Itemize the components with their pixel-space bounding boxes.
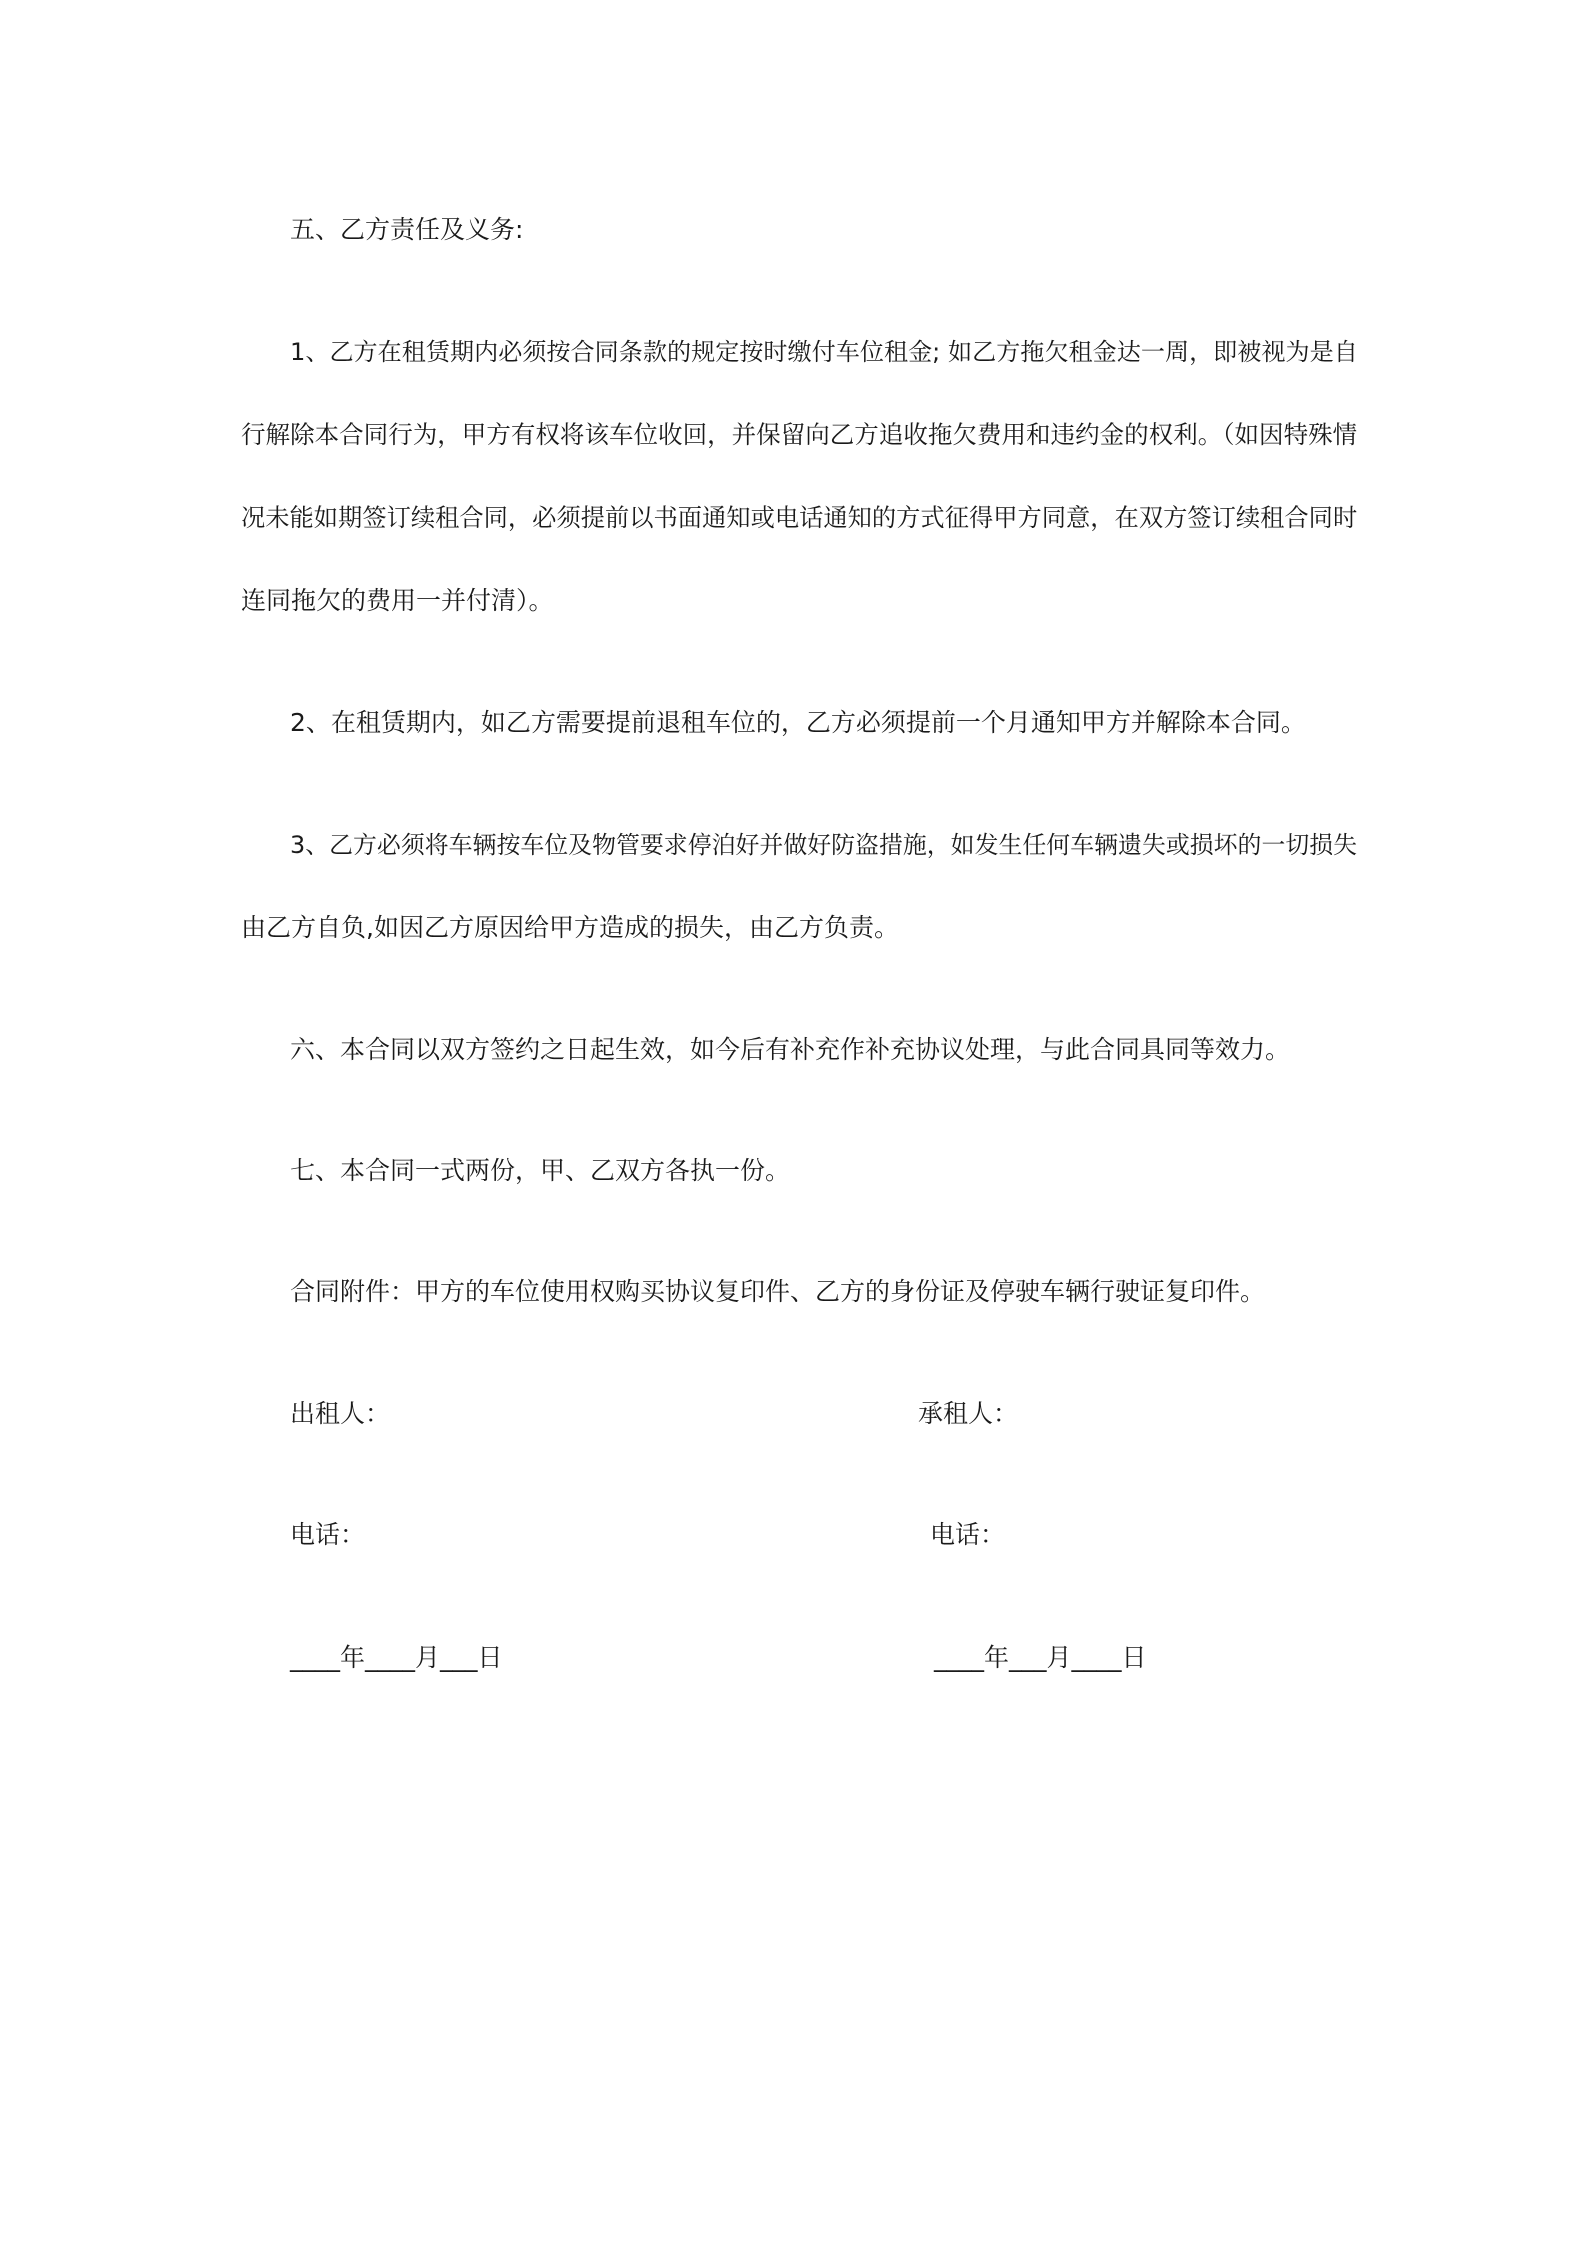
- lessee-date: ____年___月____日: [934, 1643, 1147, 1672]
- lessor-date: ____年____月___日: [290, 1643, 503, 1672]
- section-5-heading: 五、乙方责任及义务:: [290, 215, 524, 244]
- clause-1-line-2: 行解除本合同行为，甲方有权将该车位收回，并保留向乙方追收拖欠费用和违约金的权利。（如因特殊情: [241, 420, 1358, 449]
- attachments: 合同附件：甲方的车位使用权购买协议复印件、乙方的身份证及停驶车辆行驶证复印件。: [290, 1277, 1266, 1306]
- clause-3-line-2: 由乙方自负,如因乙方原因给甲方造成的损失，由乙方负责。: [241, 913, 899, 942]
- clause-1-line-3: 况未能如期签订续租合同，必须提前以书面通知或电话通知的方式征得甲方同意，在双方签订续租合同时: [241, 503, 1358, 532]
- clause-1-line-1: 1、乙方在租赁期内必须按合同条款的规定按时缴付车位租金; 如乙方拖欠租金达一周，即被视为是自: [290, 338, 1358, 366]
- clause-3-line-1: 3、乙方必须将车辆按车位及物管要求停泊好并做好防盗措施，如发生任何车辆遗失或损坏的一切损失: [290, 831, 1358, 859]
- section-6: 六、本合同以双方签约之日起生效，如今后有补充作补充协议处理，与此合同具同等效力。: [290, 1035, 1291, 1064]
- clause-1-line-4: 连同拖欠的费用一并付清）。: [241, 586, 554, 615]
- lessor-phone-label: 电话：: [290, 1520, 366, 1549]
- lessee-phone-label: 电话：: [930, 1520, 1006, 1549]
- clause-2: 2、在租赁期内，如乙方需要提前退租车位的，乙方必须提前一个月通知甲方并解除本合同。: [290, 708, 1306, 737]
- section-7: 七、本合同一式两份，甲、乙双方各执一份。: [290, 1156, 791, 1185]
- lessor-label: 出租人：: [290, 1399, 391, 1428]
- lessee-label: 承租人：: [918, 1399, 1019, 1428]
